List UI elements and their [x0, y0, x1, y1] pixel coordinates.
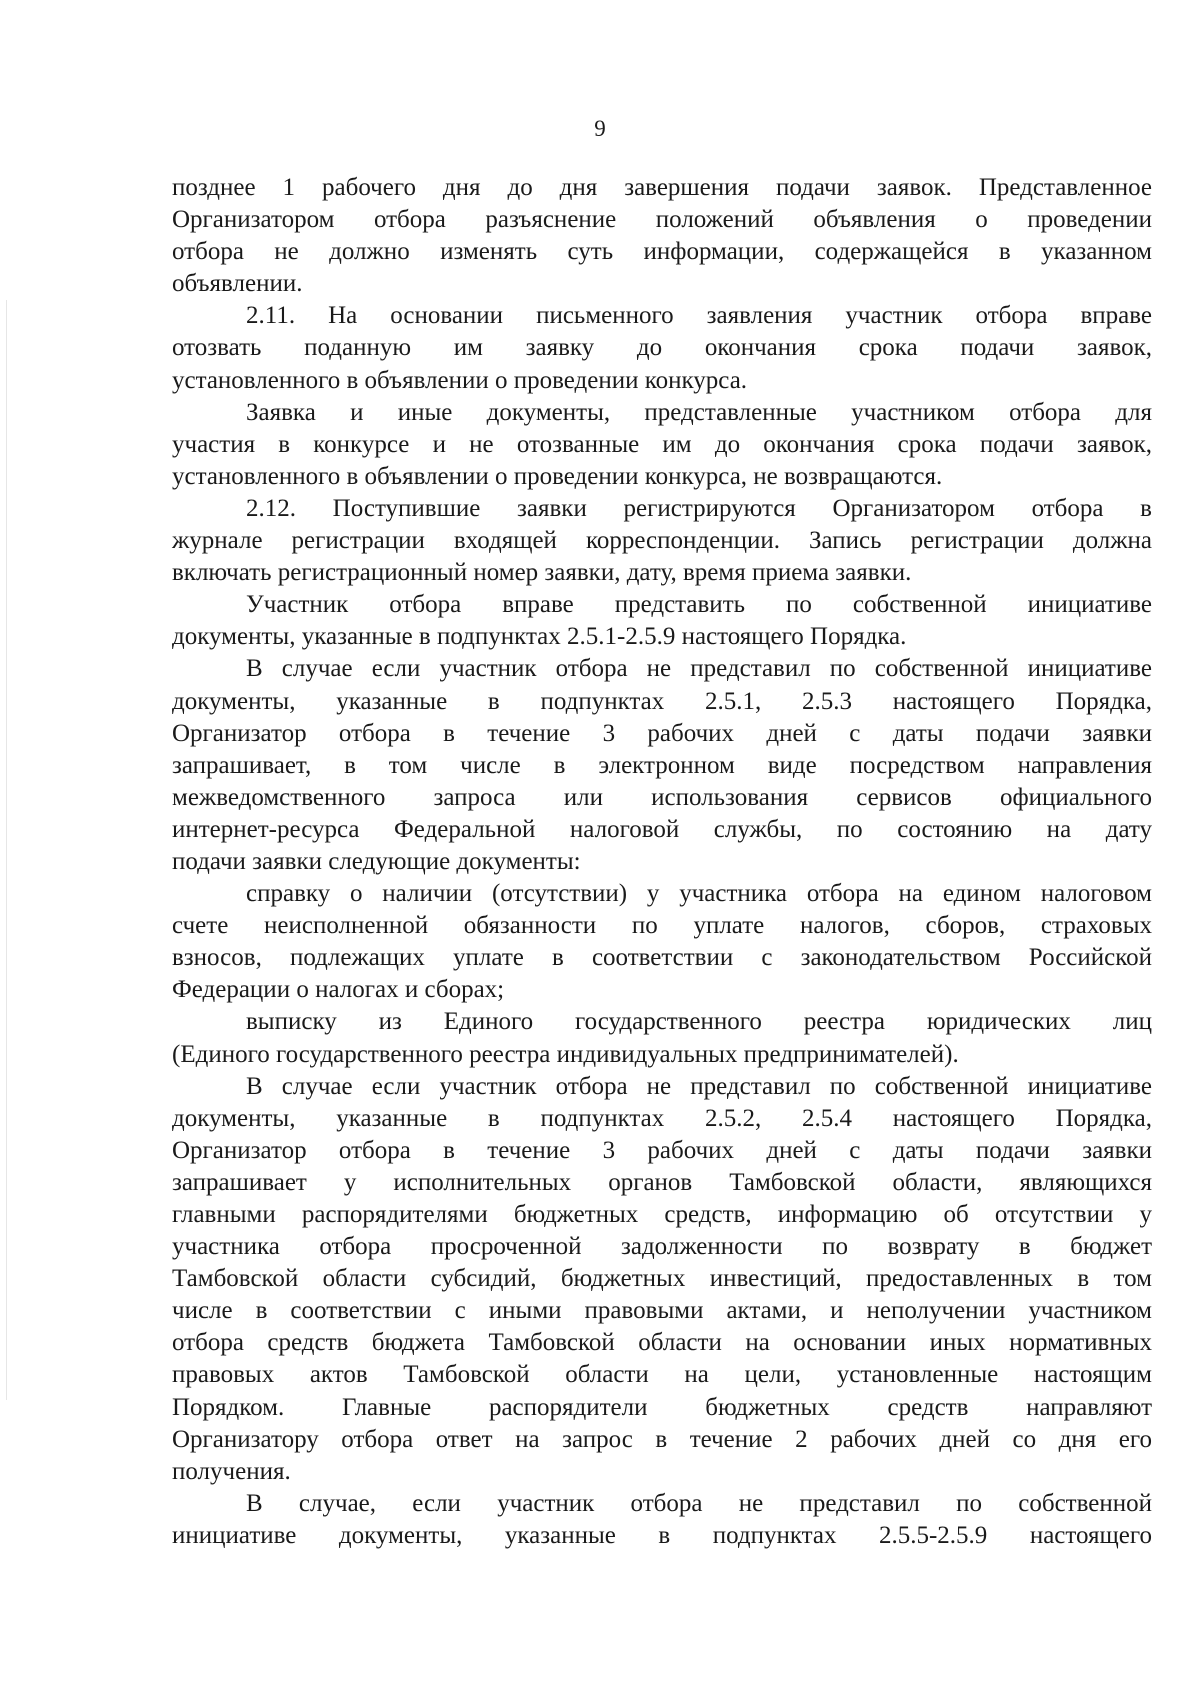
text-line: документы, указанные в подпунктах 2.5.1-2.5.9 настоящего Порядка.	[172, 623, 907, 651]
text-line: запрашивает, в том числе в электронном виде посредством направления	[172, 751, 1152, 779]
page-number: 9	[594, 116, 606, 141]
text-line: получения.	[172, 1457, 291, 1485]
text-line: числе в соответствии с иными правовыми актами, и неполучении участником	[172, 1297, 1152, 1325]
text-line: установленного в объявлении о проведении конкурса, не возвращаются.	[172, 462, 943, 490]
text-line: Организатор отбора в течение 3 рабочих дней с даты подачи заявки	[172, 1136, 1152, 1164]
text-line: 2.11. На основании письменного заявления участник отбора вправе	[246, 302, 1152, 330]
text-line: Федерации о налогах и сборах;	[172, 976, 505, 1004]
text-line: объявлении.	[172, 270, 303, 298]
text-line: счете неисполненной обязанности по уплате налогов, сборов, страховых	[172, 912, 1152, 940]
text-line: участника отбора просроченной задолженности по возврату в бюджет	[172, 1233, 1152, 1261]
text-line: документы, указанные в подпунктах 2.5.2, 2.5.4 настоящего Порядка,	[172, 1104, 1152, 1132]
text-line: подачи заявки следующие документы:	[172, 847, 581, 875]
text-line: включать регистрационный номер заявки, дату, время приема заявки.	[172, 559, 912, 587]
text-line: (Единого государственного реестра индивидуальных предпринимателей).	[172, 1040, 959, 1068]
text-line: Организатором отбора разъяснение положений объявления о проведении	[172, 206, 1152, 234]
text-line: выписку из Единого государственного реестра юридических лиц	[246, 1008, 1152, 1036]
text-line: отбора не должно изменять суть информации, содержащейся в указанном	[172, 238, 1152, 266]
text-line: В случае, если участник отбора не представил по собственной	[246, 1489, 1152, 1517]
text-line: правовых актов Тамбовской области на цели, установленные настоящим	[172, 1361, 1152, 1389]
text-line: Порядком. Главные распорядители бюджетных средств направляют	[172, 1393, 1152, 1421]
text-line: журнале регистрации входящей корреспонденции. Запись регистрации должна	[172, 527, 1152, 555]
text-line: Участник отбора вправе представить по собственной инициативе	[246, 591, 1152, 619]
text-line: справку о наличии (отсутствии) у участника отбора на едином налоговом	[246, 880, 1152, 908]
text-line: запрашивает у исполнительных органов Тамбовской области, являющихся	[172, 1168, 1152, 1196]
text-line: инициативе документы, указанные в подпунктах 2.5.5-2.5.9 настоящего	[172, 1521, 1152, 1549]
text-line: главными распорядителями бюджетных средств, информацию об отсутствии у	[172, 1201, 1152, 1228]
text-line: межведомственного запроса или использования сервисов официального	[172, 783, 1152, 811]
text-line: Организатор отбора в течение 3 рабочих дней с даты подачи заявки	[172, 719, 1152, 747]
text-line: В случае если участник отбора не представил по собственной инициативе	[246, 655, 1152, 683]
text-line: позднее 1 рабочего дня до дня завершения подачи заявок. Представленное	[172, 174, 1152, 201]
text-line: отозвать поданную им заявку до окончания срока подачи заявок,	[172, 334, 1152, 362]
scan-edge-line	[6, 300, 7, 1400]
text-line: В случае если участник отбора не представил по собственной инициативе	[246, 1072, 1152, 1100]
text-line: Заявка и иные документы, представленные участником отбора для	[246, 398, 1152, 426]
text-line: установленного в объявлении о проведении конкурса.	[172, 366, 748, 394]
text-line: интернет-ресурса Федеральной налоговой службы, по состоянию на дату	[172, 815, 1152, 843]
text-line: 2.12. Поступившие заявки регистрируются Организатором отбора в	[246, 494, 1152, 522]
text-line: взносов, подлежащих уплате в соответствии с законодательством Российской	[172, 944, 1152, 972]
text-line: документы, указанные в подпунктах 2.5.1, 2.5.3 настоящего Порядка,	[172, 687, 1152, 715]
text-line: отбора средств бюджета Тамбовской области на основании иных нормативных	[172, 1329, 1152, 1357]
text-line: участия в конкурсе и не отозванные им до окончания срока подачи заявок,	[172, 430, 1152, 458]
body-text	[172, 172, 1152, 1552]
text-line: Организатору отбора ответ на запрос в течение 2 рабочих дней со дня его	[172, 1425, 1152, 1453]
text-line: Тамбовской области субсидий, бюджетных инвестиций, предоставленных в том	[172, 1265, 1152, 1293]
